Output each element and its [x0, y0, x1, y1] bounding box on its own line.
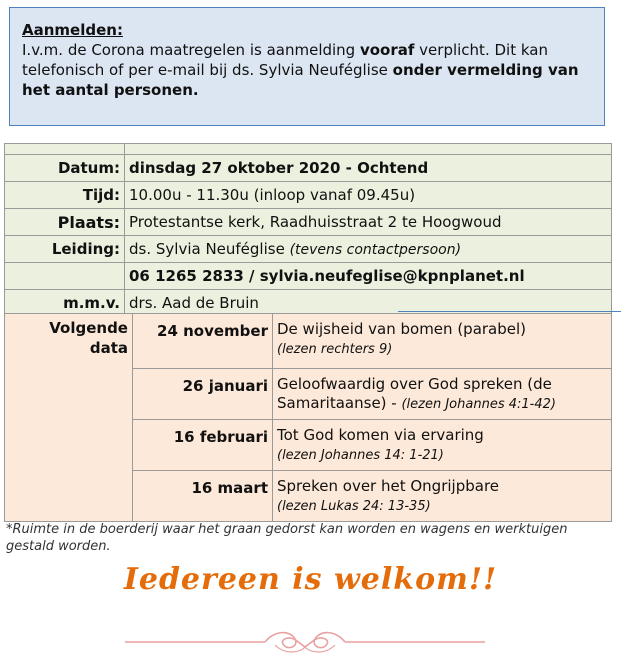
- mmv-label: m.m.v.: [5, 290, 125, 317]
- leiding-label: Leiding:: [5, 236, 125, 263]
- decorative-flourish-icon: [125, 627, 485, 657]
- divider-line: [398, 311, 621, 312]
- plaats-label: Plaats:: [5, 209, 125, 236]
- next-ref: (lezen Johannes 4:1-42): [401, 397, 556, 412]
- next-title: Spreken over het Ongrijpbare: [277, 477, 500, 495]
- mmv-value: drs. Aad de Bruin: [125, 290, 612, 317]
- next-date: 24 november: [133, 314, 273, 369]
- notice-bold-1: vooraf: [359, 41, 415, 59]
- next-desc: [273, 471, 612, 522]
- plaats-value: Protestantse kerk, Raadhuisstraat 2 te Hoogwoud: [125, 209, 612, 236]
- next-date: 16 maart: [133, 471, 273, 522]
- next-date: 26 januari: [133, 369, 273, 420]
- next-desc: [273, 420, 612, 471]
- registration-notice: [9, 7, 605, 126]
- datum-suffix: - Ochtend: [340, 159, 429, 177]
- next-ref: (lezen Lukas 24: 13-35): [277, 499, 431, 514]
- datum-value: [125, 155, 612, 182]
- datum-label: Datum:: [5, 155, 125, 182]
- tijd-value: 10.00u - 11.30u (inloop vanaf 09.45u): [125, 182, 612, 209]
- next-date: 16 februari: [133, 420, 273, 471]
- notice-text-1: I.v.m. de Corona maatregelen is aanmelding: [22, 41, 360, 59]
- next-title: Geloofwaardig over God spreken (de Samaritaanse) -: [277, 375, 552, 412]
- notice-body: [22, 40, 592, 100]
- notice-text-2: verplicht. Dit kan telefonisch of per e-mail bij ds. Sylvia Neuféglise: [22, 41, 548, 79]
- next-ref: (lezen Johannes 14: 1-21): [277, 448, 444, 463]
- next-desc: [273, 369, 612, 420]
- leiding-name: ds. Sylvia Neuféglise: [129, 240, 290, 258]
- next-dates-label: Volgende data: [5, 314, 133, 522]
- event-info-table: [4, 143, 612, 328]
- notice-bold-2: onder vermelding van het aantal personen.: [22, 61, 579, 99]
- footnote: *Ruimte in de boerderij waar het graan gedorst kan worden en wagens en werktuigen gestald worden.: [6, 522, 568, 554]
- next-title: Tot God komen via ervaring: [277, 426, 484, 444]
- next-title: De wijsheid van bomen (parabel): [277, 320, 527, 338]
- leiding-value: [125, 236, 612, 263]
- welcome-heading: Iedereen is welkom!!: [123, 562, 498, 597]
- datum-date: dinsdag 27 oktober 2020: [129, 159, 341, 177]
- notice-title: Aanmelden:: [22, 21, 123, 39]
- next-dates-table: [4, 313, 612, 522]
- next-ref: (lezen rechters 9): [277, 342, 393, 357]
- contact-value[interactable]: [125, 263, 612, 290]
- tijd-label: Tijd:: [5, 182, 125, 209]
- contact-phone-email[interactable]: 06 1265 2833 / sylvia.neufeglise@kpnplanet.nl: [129, 267, 525, 285]
- leiding-note: (tevens contactpersoon): [289, 242, 462, 258]
- next-desc: [273, 314, 612, 369]
